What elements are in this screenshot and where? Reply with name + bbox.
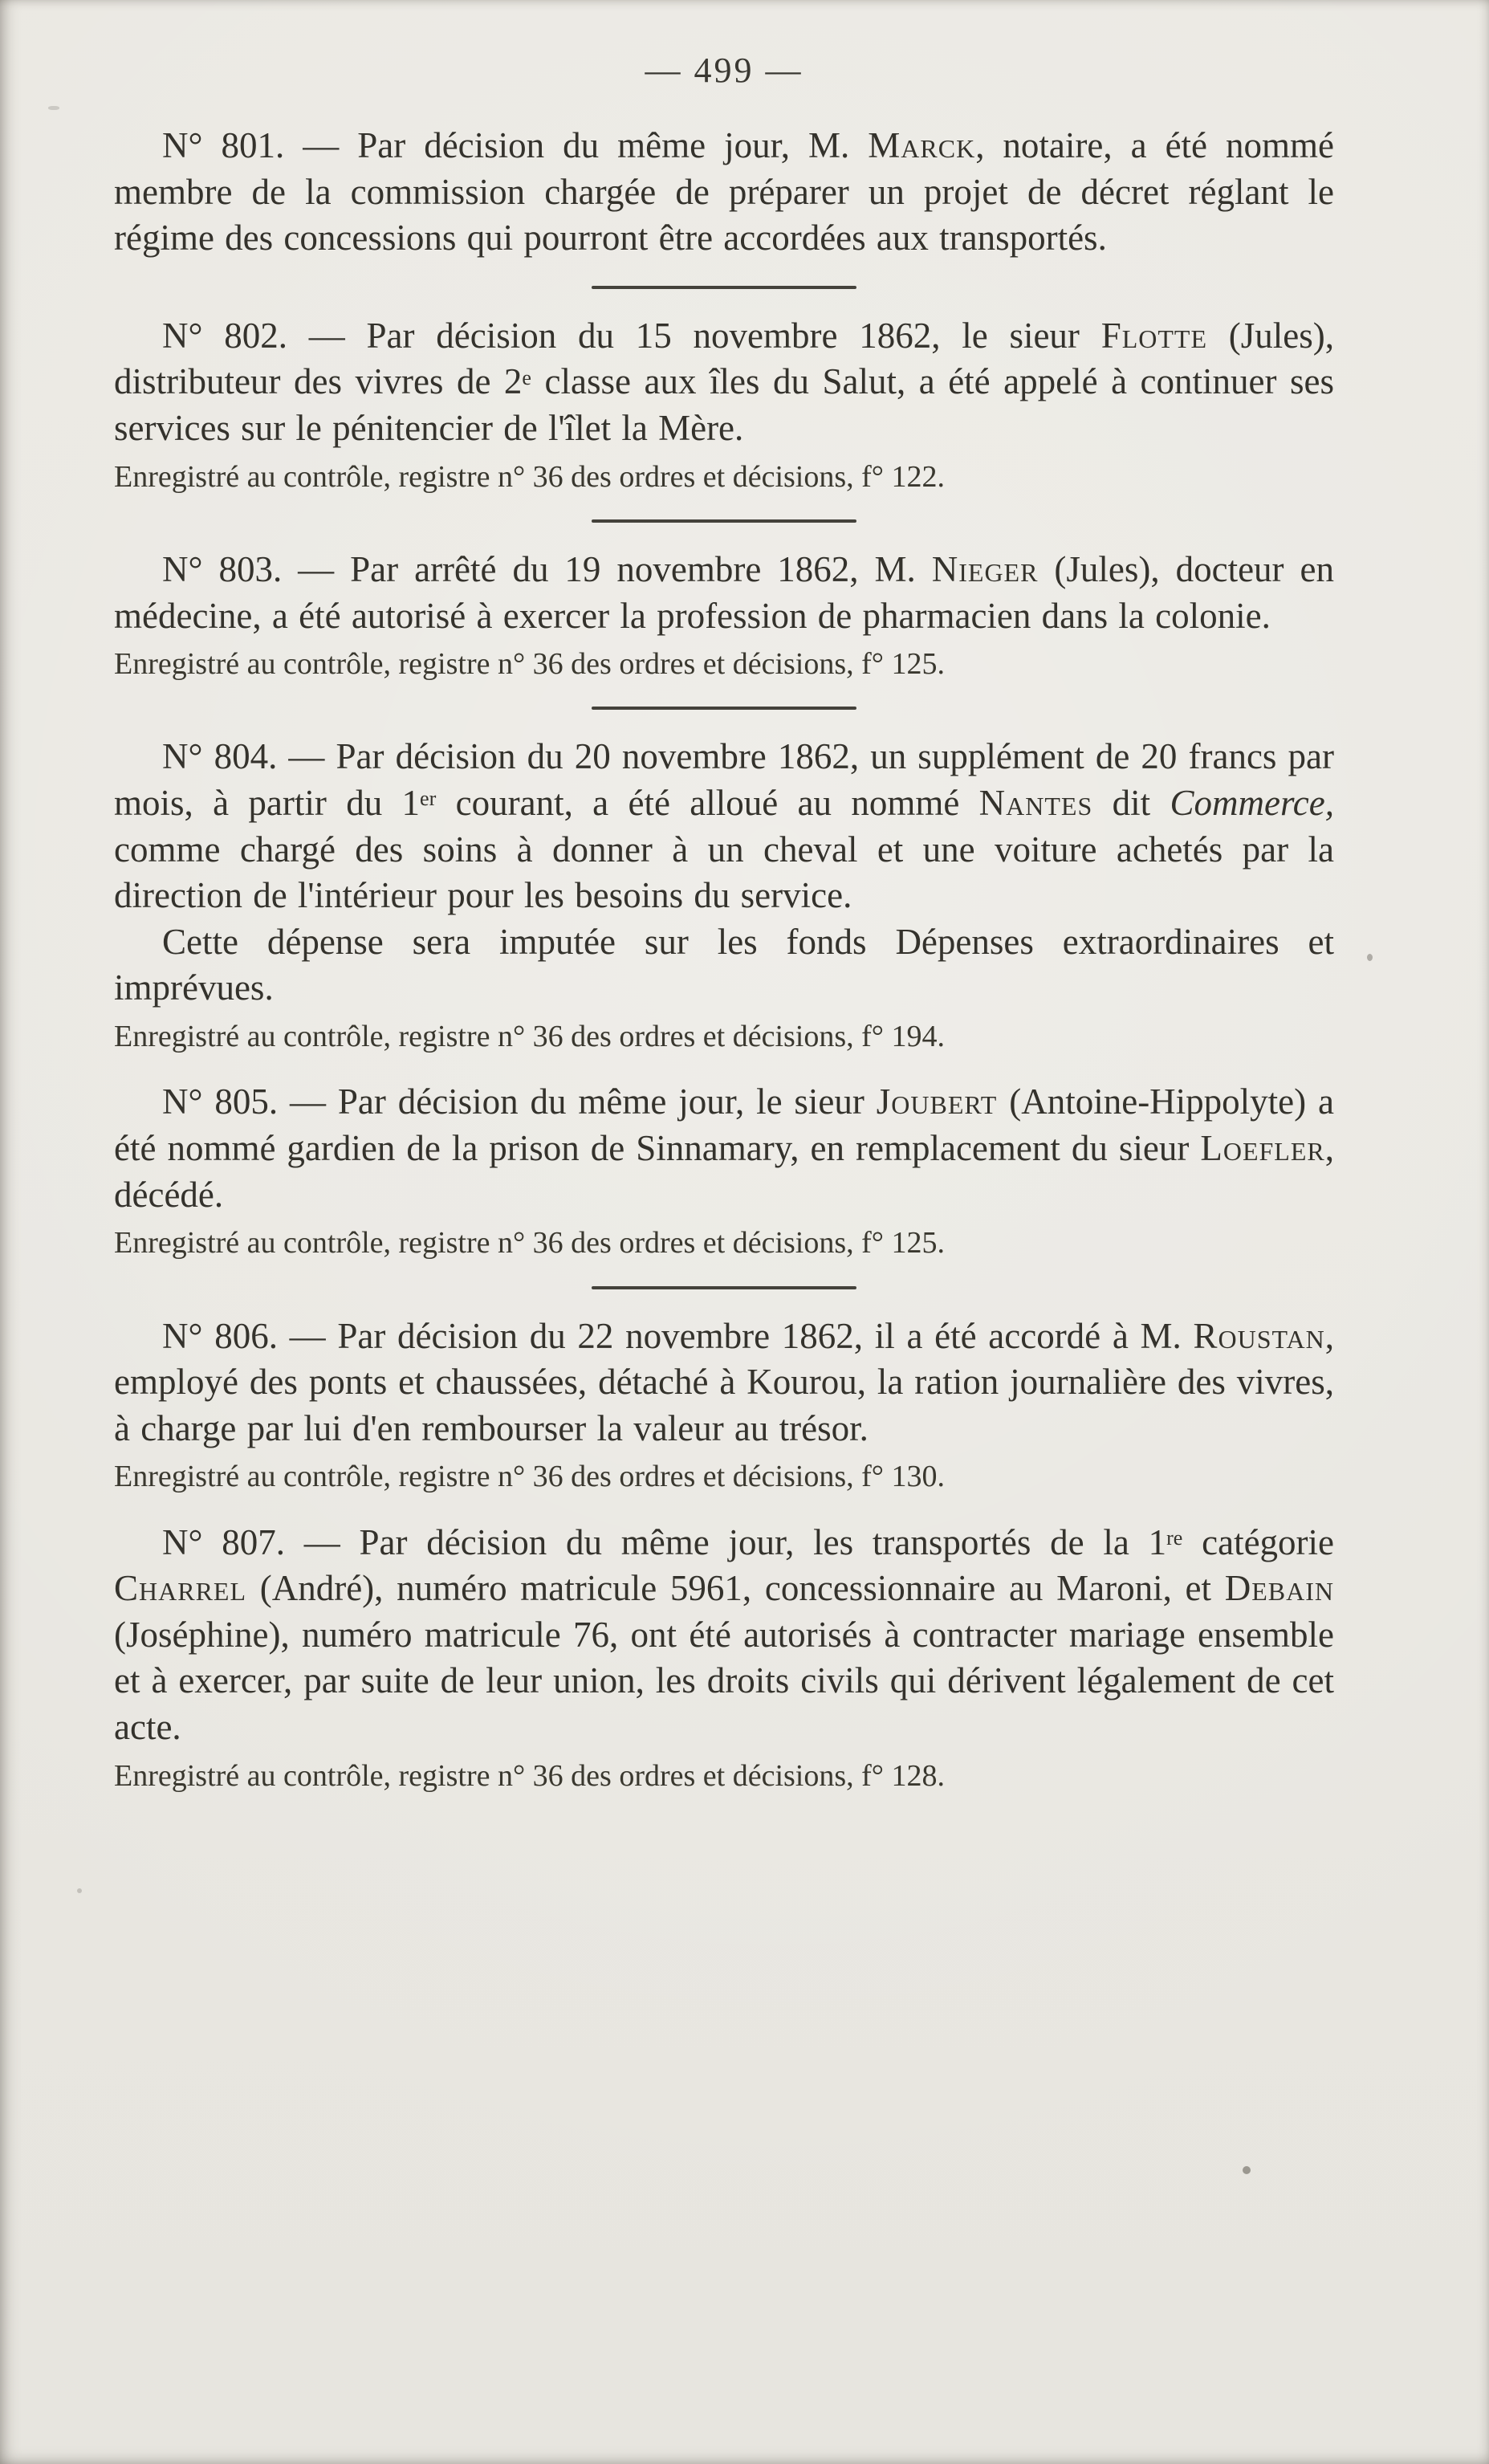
scan-speck: [48, 106, 59, 110]
entry-paragraph: N° 801. — Par décision du même jour, M. Marck, notaire, a été nommé membre de la commission chargée de préparer un projet de décret réglant le régime des concessions qui pourront être accordées aux transportés.: [114, 125, 1334, 259]
registration-note: Enregistré au contrôle, registre n° 36 des ordres et décisions, f° 128.: [114, 1758, 945, 1793]
entry-paragraph: N° 807. — Par décision du même jour, les transportés de la 1re catégorie Charrel (André), numéro matricule 5961, concessionnaire au Maroni, et Debain (Joséphine), numéro matricule 76, ont été autorisés à contracter mariage ensemble et à exercer, par suite de leur union, les droits civils qui dérivent légalement de cet acte.: [114, 1521, 1335, 1748]
entry-paragraph: N° 802. — Par décision du 15 novembre 1862, le sieur Flotte (Jules), distributeur des vivres de 2e classe aux îles du Salut, a été appelé à continuer ses services sur le pénitencier de l'îlet la Mère.: [114, 315, 1334, 448]
registration-note: Enregistré au contrôle, registre n° 36 des ordres et décisions, f° 125.: [114, 647, 945, 682]
registration-note: Enregistré au contrôle, registre n° 36 des ordres et décisions, f° 125.: [114, 1226, 945, 1261]
page-content: [114, 50, 1334, 1818]
entry-paragraph: N° 803. — Par arrêté du 19 novembre 1862, M. Nieger (Jules), docteur en médecine, a été autorisé à exercer la profession de pharmacien dans la colonie.: [114, 548, 1334, 636]
registration-note: Enregistré au contrôle, registre n° 36 des ordres et décisions, f° 194.: [114, 1020, 945, 1054]
entry-805: [114, 1079, 1334, 1261]
entry-807: [114, 1520, 1334, 1794]
section-divider: [592, 286, 856, 289]
section-divider: [592, 707, 856, 710]
registration-note: Enregistré au contrôle, registre n° 36 des ordres et décisions, f° 122.: [114, 459, 945, 494]
scan-speck: [1243, 2166, 1251, 2174]
scan-speck: [1367, 954, 1373, 961]
entry-paragraph: N° 804. — Par décision du 20 novembre 1862, un supplément de 20 francs par mois, à partir du 1er courant, a été alloué au nommé Nantes dit Commerce, comme chargé des soins à donner à un cheval et une voiture achetés par la direction de l'intérieur pour les besoins du service.: [114, 736, 1334, 916]
entry-802: [114, 313, 1334, 495]
entry-paragraph: Cette dépense sera imputée sur les fonds Dépenses extraordinaires et imprévues.: [114, 921, 1334, 1008]
entry-804: [114, 734, 1334, 1055]
entry-806: [114, 1313, 1334, 1496]
entry-paragraph: N° 806. — Par décision du 22 novembre 1862, il a été accordé à M. Roustan, employé des ponts et chaussées, détaché à Kourou, la ration journalière des vivres, à charge par lui d'en rembourser la valeur au trésor.: [114, 1315, 1334, 1448]
entry-803: [114, 547, 1334, 683]
section-divider: [592, 519, 856, 523]
entry-paragraph: N° 805. — Par décision du même jour, le sieur Joubert (Antoine-Hippolyte) a été nommé gardien de la prison de Sinnamary, en remplacement du sieur Loefler, décédé.: [114, 1081, 1334, 1215]
registration-note: Enregistré au contrôle, registre n° 36 des ordres et décisions, f° 130.: [114, 1460, 945, 1494]
scan-speck: [77, 1888, 82, 1893]
page-number: — 499 —: [645, 51, 803, 90]
section-divider: [592, 1286, 856, 1289]
entry-801: [114, 123, 1334, 262]
